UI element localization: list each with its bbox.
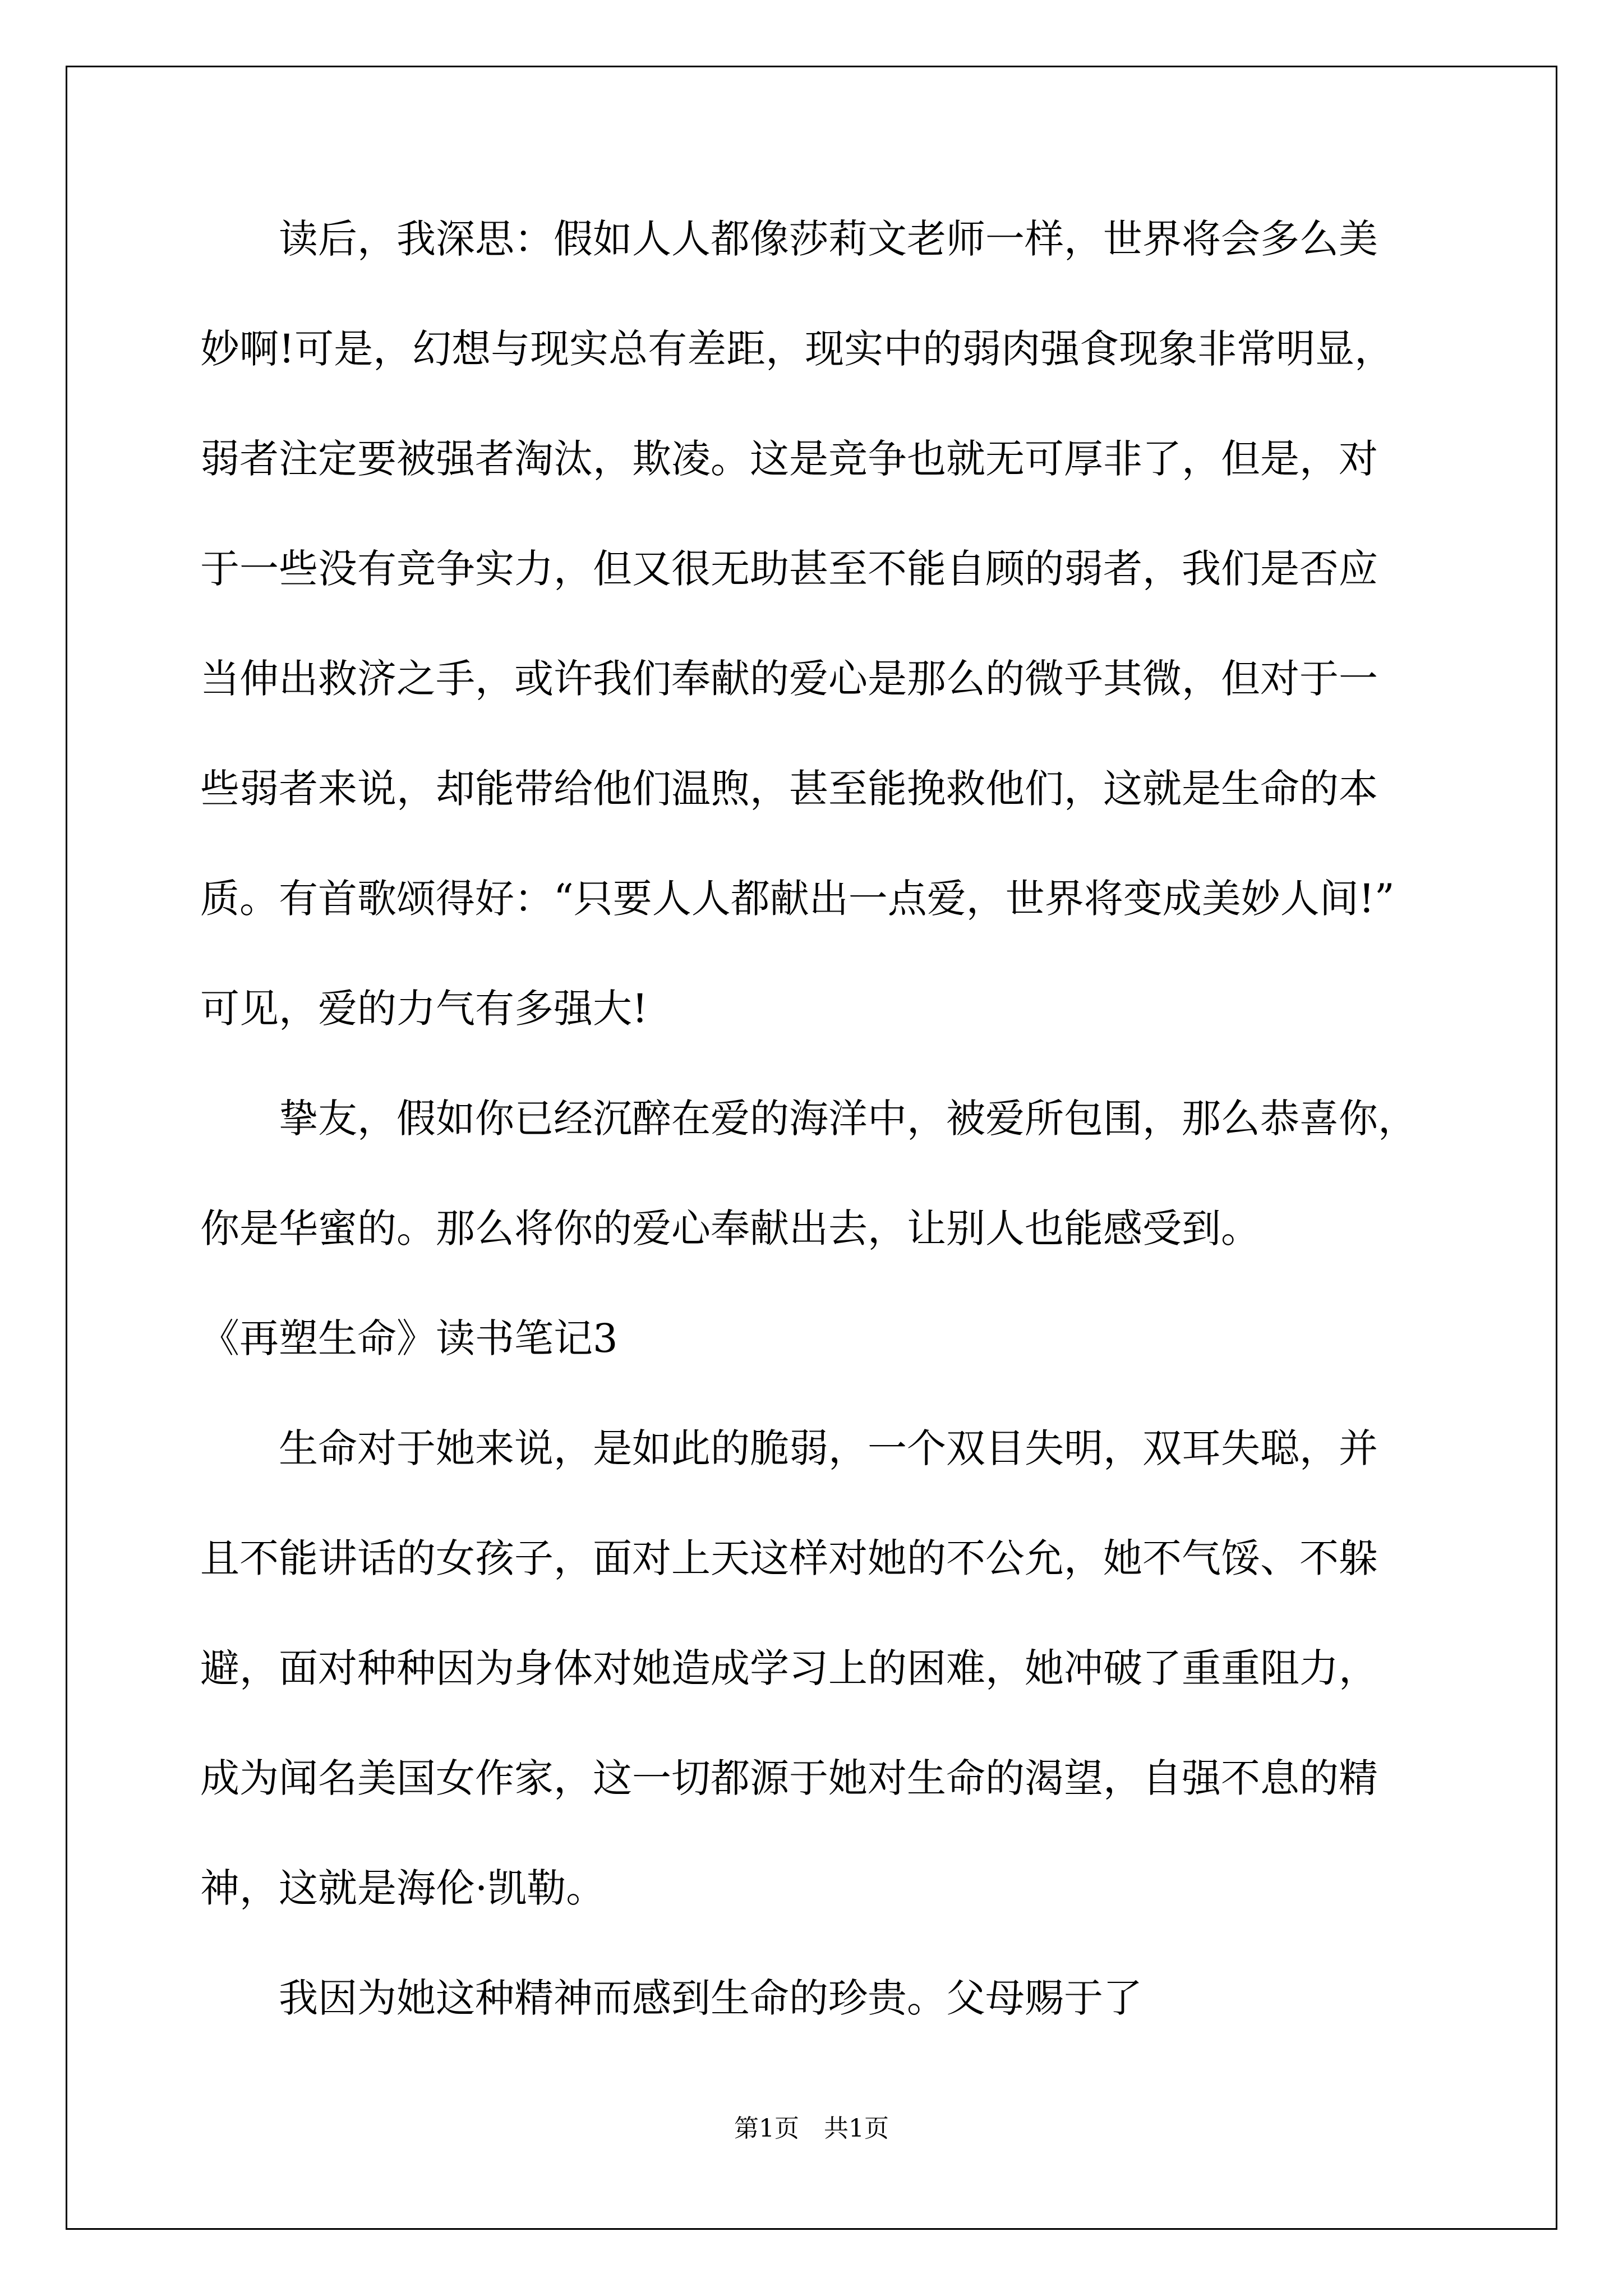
text-line: 当伸出救济之手，或许我们奉献的爱心是那么的微乎其微，但对于一 [200,656,1378,702]
text-line: 且不能讲话的女孩子，面对上天这样对她的不公允，她不气馁、不躲 [200,1535,1378,1581]
page-footer: 第1页 共1页 [734,2114,889,2143]
text-line: 成为闻名美国女作家，这一切都源于她对生命的渴望，自强不息的精 [200,1755,1378,1801]
text-line: 读后，我深思：假如人人都像莎莉文老师一样，世界将会多么美 [200,216,1378,262]
text-line: 于一些没有竞争实力，但又很无助甚至不能自顾的弱者，我们是否应 [200,546,1378,592]
text-line: 弱者注定要被强者淘汰，欺凌。这是竞争也就无可厚非了，但是，对 [200,436,1378,482]
text-line: 生命对于她来说，是如此的脆弱，一个双目失明，双耳失聪，并 [200,1425,1378,1471]
text-line: 你是华蜜的。那么将你的爱心奉献出去，让别人也能感受到。 [200,1205,1260,1251]
text-line: 神，这就是海伦·凯勒。 [200,1865,606,1911]
text-line: 我因为她这种精神而感到生命的珍贵。父母赐于了 [200,1975,1142,2021]
section-heading: 《再塑生命》读书笔记3 [200,1315,618,1361]
text-line: 避，面对种种因为身体对她造成学习上的困难，她冲破了重重阻力， [200,1645,1378,1691]
text-line: 质。有首歌颂得好：“只要人人都献出一点爱，世界将变成美妙人间!” [200,876,1395,922]
text-line: 可见，爱的力气有多强大! [200,986,648,1032]
text-line: 些弱者来说，却能带给他们温煦，甚至能挽救他们，这就是生命的本 [200,766,1378,812]
text-line: 挚友，假如你已经沉醉在爱的海洋中，被爱所包围，那么恭喜你， [200,1096,1417,1142]
text-line: 妙啊!可是，幻想与现实总有差距，现实中的弱肉强食现象非常明显， [200,326,1394,372]
